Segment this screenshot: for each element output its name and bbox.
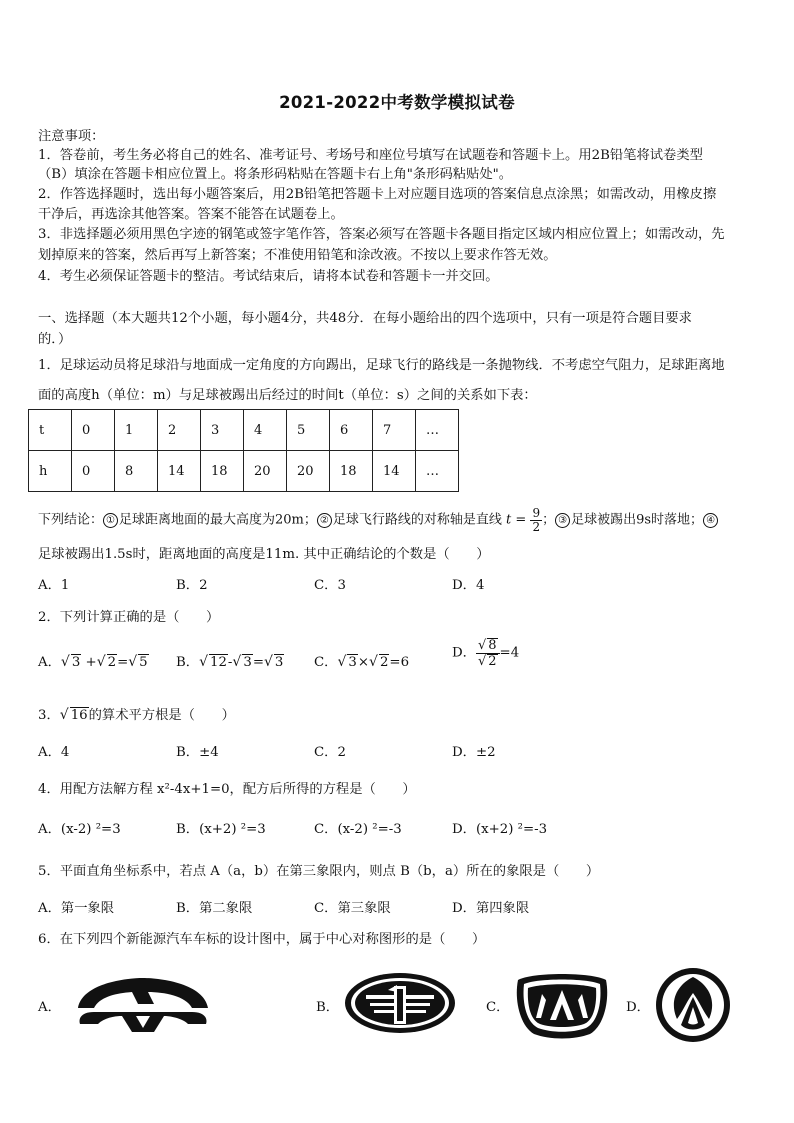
radical-sign: √	[60, 654, 70, 670]
logo-a-icon	[74, 974, 212, 1032]
radical-sign: √	[337, 654, 347, 670]
radicand: 5	[139, 655, 148, 670]
notice-line: 2．作答选择题时，选出每小题答案后，用2B铅笔把答题卡上对应题目选项的答案信息点涂黑；如需改动，用橡皮擦	[38, 187, 717, 202]
q3-stem	[38, 704, 235, 723]
conclusion-2: 足球飞行路线的对称轴是直线	[332, 512, 502, 528]
q3-stem-text: 的算术平方根是（ ）	[88, 708, 235, 723]
q1-option-b: B．2	[176, 578, 208, 593]
radical-sign: √	[477, 653, 487, 669]
table-cell: 1	[115, 410, 158, 451]
notice-line: 1．答卷前，考生务必将自己的姓名、准考证号、考场号和座位号填写在试题卷和答题卡上。用2B铅笔将试卷类型	[38, 148, 703, 163]
conclusion-1: 足球距离地面的最大高度为20m；	[119, 512, 317, 528]
table-cell: 20	[287, 451, 330, 492]
table-cell: h	[29, 451, 72, 492]
fraction-nine-halves	[530, 507, 542, 533]
circled-1: ①	[103, 513, 118, 528]
circled-2: ②	[317, 513, 332, 528]
q6-option-a-label: A．	[38, 1000, 61, 1015]
q1-stem-cont: 面的高度h（单位：m）与足球被踢出后经过的时间t（单位：s）之间的关系如下表：	[38, 388, 537, 403]
q1-option-c: C．3	[314, 578, 346, 593]
equals-value: =6	[389, 655, 410, 670]
times-sign: ×	[357, 655, 370, 670]
notice-line: 3．非选择题必须用黑色字迹的钢笔或签字笔作答，答案必须写在答题卡各题目指定区域内相应位置上；如需改动，先	[38, 227, 725, 242]
radical-sign: √	[199, 654, 208, 670]
q5-option-c: C．第三象限	[314, 901, 391, 916]
equals-sign: =	[117, 655, 129, 670]
option-label: A．	[38, 655, 61, 670]
table-cell: 3	[201, 410, 244, 451]
radical-sign: √	[263, 654, 273, 670]
logo-c-icon	[512, 970, 612, 1040]
table-cell: 18	[330, 451, 373, 492]
radicand: 3	[243, 655, 252, 670]
q4-option-a: A．(x-2) ²=3	[38, 822, 121, 837]
table-cell: 5	[287, 410, 330, 451]
notice-line: 干净后，再选涂其他答案。答案不能答在试题卷上。	[38, 207, 344, 222]
table-cell: 20	[244, 451, 287, 492]
q1-option-a: A．1	[38, 578, 70, 593]
circled-3: ③	[555, 513, 570, 528]
table-cell: 0	[72, 451, 115, 492]
q1-conclusions-lead: 下列结论：	[38, 512, 104, 528]
q5-option-b: B．第二象限	[176, 901, 253, 916]
table-cell: 14	[158, 451, 201, 492]
q5-stem: 5．平面直角坐标系中，若点 A（a，b）在第三象限内，则点 B（b，a）所在的象限是（ ）	[38, 864, 600, 879]
q5-option-a: A．第一象限	[38, 901, 115, 916]
equals-sign: =	[252, 655, 264, 670]
radicand: 12	[210, 655, 227, 670]
table-cell: 8	[115, 451, 158, 492]
notice-line: 划掉原来的答案，然后再写上新答案；不准使用铅笔和涂改液。不按以上要求作答无效。	[38, 248, 557, 263]
radical-sign: √	[96, 654, 106, 670]
table-cell: …	[416, 451, 459, 492]
q3-option-a: A．4	[38, 745, 70, 760]
minus-sign: -	[227, 655, 233, 670]
q5-option-d: D．第四象限	[452, 901, 530, 916]
q6-option-d-label: D．	[626, 1000, 650, 1015]
notice-line: 4．考生必须保证答题卡的整洁。考试结束后，请将本试卷和答题卡一并交回。	[38, 269, 499, 284]
radicand: 3	[71, 655, 81, 670]
q4-option-c: C．(x-2) ²=-3	[314, 822, 402, 837]
table-cell: 14	[373, 451, 416, 492]
q3-option-c: C．2	[314, 745, 346, 760]
radicand: 2	[379, 655, 389, 670]
table-cell: 6	[330, 410, 373, 451]
radical-sign: √	[128, 654, 138, 670]
q1-conclusion-4: 足球被踢出1.5s时，距离地面的高度是11m. 其中正确结论的个数是（ ）	[38, 547, 490, 562]
option-label: B．	[176, 655, 200, 670]
q3-option-b: B．±4	[176, 745, 219, 760]
radicand: 3	[274, 655, 284, 670]
option-label: C．	[314, 655, 338, 670]
q3-option-d: D．±2	[452, 745, 496, 760]
radical-sign: √	[369, 654, 378, 670]
equals-value: =4	[499, 645, 520, 661]
radicand: 8	[488, 638, 497, 653]
radical-fraction	[476, 638, 500, 668]
q6-stem: 6．在下列四个新能源汽车车标的设计图中，属于中心对称图形的是（ ）	[38, 932, 486, 947]
q1-conclusions	[38, 507, 719, 533]
radical-sign: √	[59, 707, 69, 723]
radical-sign: √	[477, 638, 487, 653]
q6-option-b-label: B．	[316, 1000, 340, 1015]
q2-option-a	[38, 651, 149, 670]
table-cell: …	[416, 410, 459, 451]
q6-option-c-label: C．	[486, 1000, 510, 1015]
table-row-h	[29, 451, 459, 492]
q2-option-d	[452, 638, 519, 668]
table-cell: 0	[72, 410, 115, 451]
fraction-numerator	[476, 638, 500, 654]
radicand: 2	[107, 655, 117, 670]
section-heading: 一、选择题（本大题共12个小题，每小题4分，共48分．在每小题给出的四个选项中，只有一项是符合题目要求	[38, 311, 692, 326]
table-cell: 7	[373, 410, 416, 451]
conclusion-3: 足球被踢出9s时落地；	[571, 512, 704, 528]
radicand: 16	[70, 708, 88, 723]
table-cell: 18	[201, 451, 244, 492]
fraction-numerator: 9	[532, 506, 541, 520]
separator: ；	[542, 512, 556, 528]
table-cell: 2	[158, 410, 201, 451]
radical-sign: √	[232, 654, 242, 670]
logo-d-icon	[655, 967, 731, 1043]
q4-option-d: D．(x+2) ²=-3	[452, 822, 548, 837]
notice-heading: 注意事项：	[38, 129, 105, 144]
q1-option-d: D．4	[452, 578, 485, 593]
q2-stem: 2．下列计算正确的是（ ）	[38, 610, 220, 625]
t-equals: t =	[506, 512, 527, 528]
q4-option-b: B．(x+2) ²=3	[176, 822, 266, 837]
notice-line: （B）填涂在答题卡相应位置上。将条形码粘贴在答题卡右上角"条形码粘贴处"。	[38, 167, 513, 182]
q1-table	[28, 409, 459, 492]
page-title: 2021-2022中考数学模拟试卷	[279, 93, 515, 112]
table-row-t	[29, 410, 459, 451]
fraction-denominator: 2	[532, 519, 541, 534]
section-heading-cont: 的．）	[38, 332, 72, 347]
q1-stem: 1．足球运动员将足球沿与地面成一定角度的方向踢出，足球飞行的路线是一条抛物线．不考虑空气阻力，足球距离地	[38, 358, 725, 373]
question-number: 3．	[38, 708, 60, 723]
table-cell: 4	[244, 410, 287, 451]
table-cell: t	[29, 410, 72, 451]
q2-option-b	[176, 651, 284, 670]
circled-4: ④	[703, 513, 718, 528]
q4-stem: 4．用配方法解方程 x²-4x+1=0，配方后所得的方程是（ ）	[38, 782, 416, 797]
fraction-denominator	[476, 654, 500, 669]
radicand: 2	[488, 653, 497, 669]
option-label: D．	[452, 645, 476, 661]
logo-b-icon	[344, 972, 456, 1034]
radicand: 3	[348, 655, 357, 670]
q2-option-c	[314, 651, 409, 670]
plus-sign: +	[85, 655, 97, 670]
